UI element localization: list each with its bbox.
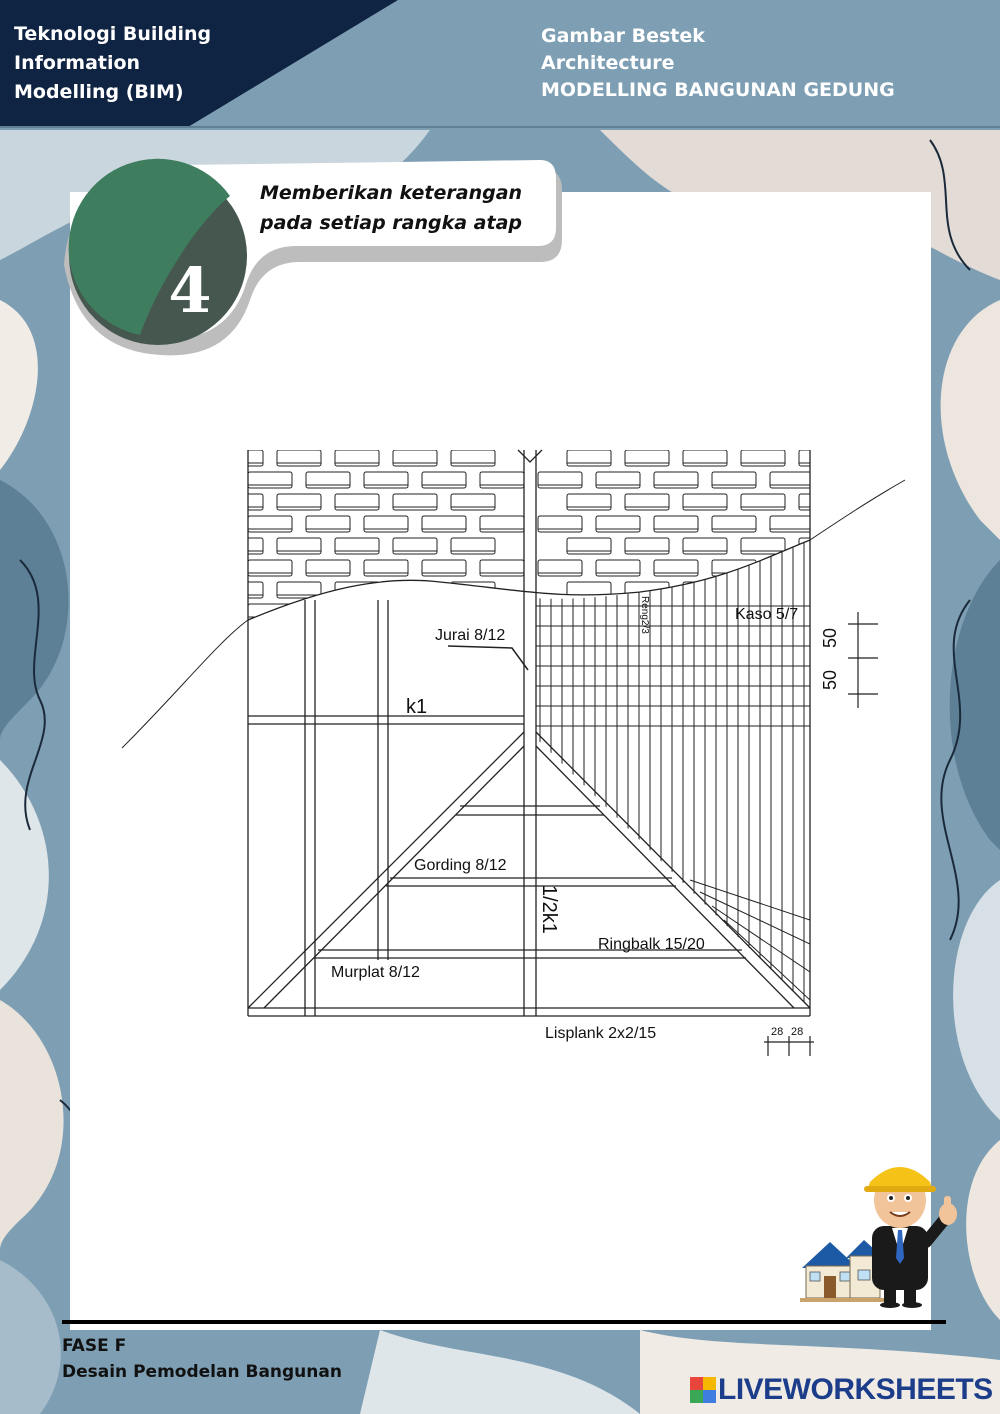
roof-tile bbox=[219, 582, 263, 598]
ridge-top bbox=[518, 450, 542, 462]
header-right-title bbox=[541, 23, 895, 104]
label-jurai: Jurai 8/12 bbox=[435, 627, 506, 644]
roof-tile bbox=[799, 582, 843, 598]
roof-tile bbox=[538, 472, 582, 488]
roof-tile bbox=[683, 538, 727, 554]
roof-tile bbox=[683, 450, 727, 466]
roof-tile bbox=[248, 516, 292, 532]
label-gording: Gording 8/12 bbox=[414, 857, 507, 874]
footer bbox=[62, 1333, 342, 1385]
roof-tile bbox=[567, 538, 611, 554]
step-number: 4 bbox=[168, 254, 212, 327]
roof-tile bbox=[335, 494, 379, 510]
engineer-mascot-illustration bbox=[798, 1158, 968, 1308]
roof-tile bbox=[364, 604, 408, 620]
reng-fan-line bbox=[690, 880, 810, 920]
roof-tile bbox=[567, 494, 611, 510]
liveworksheets-mark-icon bbox=[690, 1377, 716, 1403]
step-title-line-1: Memberikan keterangan bbox=[260, 182, 523, 204]
header-right-line-1: Gambar Bestek bbox=[541, 25, 705, 47]
roof-tile bbox=[364, 516, 408, 532]
roof-tile bbox=[799, 538, 843, 554]
roof-frame bbox=[122, 450, 905, 1016]
header-left-line-2: Information bbox=[14, 52, 141, 74]
roof-tile bbox=[248, 472, 292, 488]
roof-tile bbox=[538, 560, 582, 576]
roof-tile bbox=[596, 516, 640, 532]
tile-break-curve bbox=[248, 540, 810, 620]
roof-tile bbox=[451, 538, 495, 554]
roof-tile bbox=[335, 582, 379, 598]
dimension-50-upper: 50 bbox=[820, 627, 840, 648]
label-k1: k1 bbox=[406, 696, 428, 718]
roof-tile bbox=[712, 472, 756, 488]
roof-tile bbox=[219, 450, 263, 466]
liveworksheets-wordmark: LIVEWORKSHEETS bbox=[718, 1373, 993, 1406]
label-half-k1: 1/2k1 bbox=[538, 885, 560, 934]
footer-phase: FASE F bbox=[62, 1336, 127, 1356]
roof-tile bbox=[364, 472, 408, 488]
roof-tile bbox=[480, 516, 524, 532]
label-reng: Reng2/3 bbox=[639, 596, 650, 634]
roof-tile bbox=[335, 450, 379, 466]
roof-tile bbox=[654, 560, 698, 576]
label-kaso: Kaso 5/7 bbox=[735, 606, 799, 623]
header-right-line-2: Architecture bbox=[541, 52, 675, 74]
roof-tile bbox=[422, 472, 466, 488]
roof-tile bbox=[480, 472, 524, 488]
label-ringbalk: Ringbalk 15/20 bbox=[598, 936, 705, 953]
roof-tile bbox=[422, 604, 466, 620]
break-line-left bbox=[122, 620, 248, 748]
jurai-right-a bbox=[536, 732, 810, 1008]
roof-tile bbox=[567, 582, 611, 598]
header-left-line-3: Modelling (BIM) bbox=[14, 81, 184, 103]
roof-tile bbox=[451, 494, 495, 510]
label-murplat: Murplat 8/12 bbox=[331, 964, 420, 981]
roof-tile bbox=[393, 626, 437, 642]
roof-tile bbox=[277, 538, 321, 554]
roof-tile bbox=[393, 450, 437, 466]
roof-frame-drawing bbox=[110, 440, 910, 1060]
roof-tile bbox=[799, 450, 843, 466]
roof-tile bbox=[741, 538, 785, 554]
roof-tile bbox=[538, 516, 582, 532]
roof-tile bbox=[770, 472, 814, 488]
roof-tile bbox=[306, 516, 350, 532]
footer-subject: Desain Pemodelan Bangunan bbox=[62, 1362, 342, 1382]
roof-tile bbox=[306, 560, 350, 576]
roof-tile bbox=[741, 494, 785, 510]
roof-tile bbox=[393, 582, 437, 598]
roof-tile bbox=[683, 494, 727, 510]
roof-tile bbox=[741, 450, 785, 466]
roof-tile bbox=[219, 494, 263, 510]
roof-tile bbox=[364, 560, 408, 576]
roof-tile bbox=[741, 626, 785, 642]
roof-tile bbox=[625, 494, 669, 510]
header-left-title bbox=[14, 20, 211, 107]
jurai-leader bbox=[448, 646, 528, 670]
roof-tile bbox=[277, 494, 321, 510]
break-line-right bbox=[810, 480, 905, 540]
roof-tile bbox=[480, 560, 524, 576]
roof-tile bbox=[625, 450, 669, 466]
header-left-line-1: Teknologi Building bbox=[14, 23, 212, 45]
roof-tile bbox=[567, 626, 611, 642]
reng-fan-line bbox=[724, 920, 810, 1000]
roof-tile bbox=[422, 516, 466, 532]
step-title-line-2: pada setiap rangka atap bbox=[260, 212, 523, 234]
roof-tile bbox=[248, 560, 292, 576]
roof-tile bbox=[219, 538, 263, 554]
roof-tile bbox=[712, 516, 756, 532]
roof-tile bbox=[799, 494, 843, 510]
roof-tile bbox=[770, 560, 814, 576]
dimension-50-lower: 50 bbox=[820, 669, 840, 690]
label-lisplank: Lisplank 2x2/15 bbox=[545, 1025, 657, 1042]
engineer-figure bbox=[864, 1167, 957, 1308]
roof-tile bbox=[422, 560, 466, 576]
roof-tile bbox=[306, 472, 350, 488]
roof-tile bbox=[741, 582, 785, 598]
roof-tile bbox=[393, 494, 437, 510]
dimension-28-left: 28 bbox=[771, 1026, 784, 1038]
step-title bbox=[260, 178, 522, 238]
roof-tile bbox=[335, 538, 379, 554]
roof-tile bbox=[625, 538, 669, 554]
roof-tile bbox=[306, 604, 350, 620]
roof-tile bbox=[335, 626, 379, 642]
roof-tile bbox=[654, 472, 698, 488]
roof-tile bbox=[567, 450, 611, 466]
dimension-28-right: 28 bbox=[791, 1026, 804, 1038]
roof-tile bbox=[596, 560, 640, 576]
roof-tile bbox=[654, 516, 698, 532]
roof-tile bbox=[596, 472, 640, 488]
liveworksheets-logo[interactable] bbox=[690, 1372, 993, 1408]
roof-tile bbox=[451, 450, 495, 466]
roof-tile bbox=[770, 516, 814, 532]
roof-tile bbox=[277, 450, 321, 466]
jurai-right-b bbox=[536, 746, 794, 1008]
roof-tile bbox=[393, 538, 437, 554]
header-right-line-3: MODELLING BANGUNAN GEDUNG bbox=[541, 79, 895, 101]
roof-tile bbox=[480, 604, 524, 620]
